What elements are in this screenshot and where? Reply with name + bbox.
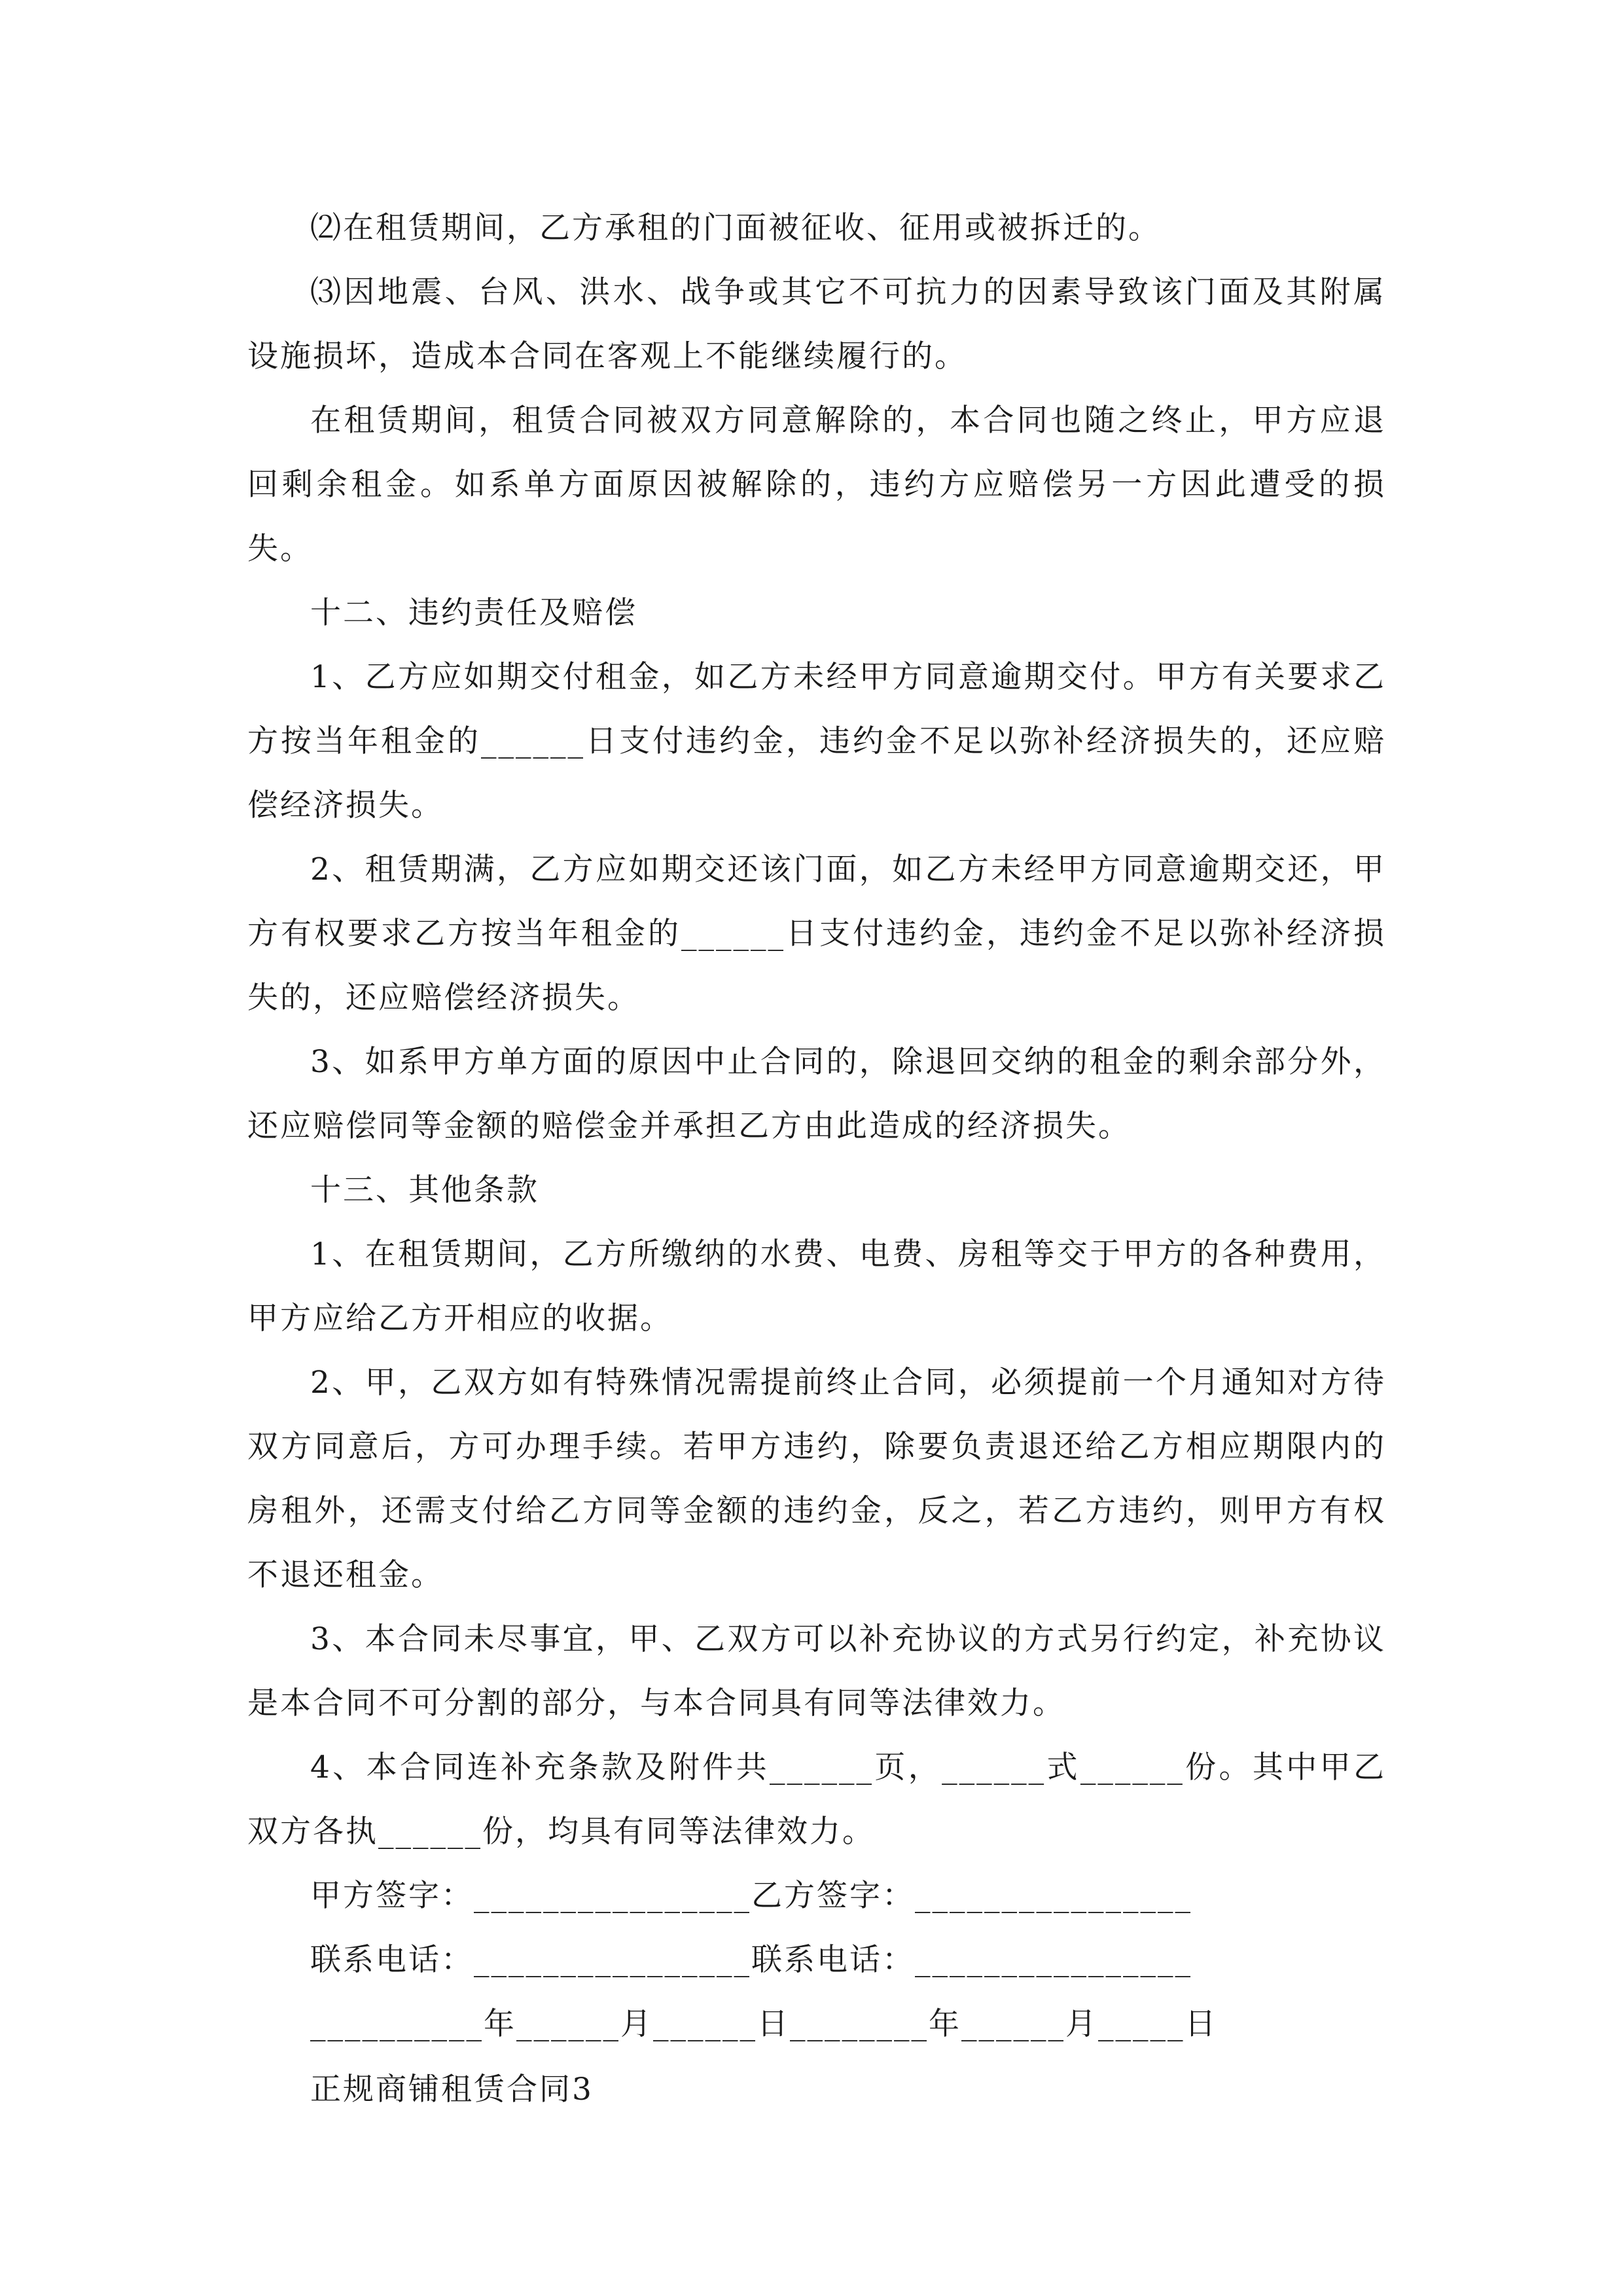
- paragraph-13-2: 2、甲，乙双方如有特殊情况需提前终止合同，必须提前一个月通知对方待双方同意后，方可办理手续。若甲方违约，除要负责退还给乙方相应期限内的房租外，还需支付给乙方同等金额的违约金，反之，若乙方违约，则甲方有权不退还租金。: [247, 1365, 1386, 1593]
- phone-line: 联系电话：________________联系电话：________________: [310, 1942, 1192, 1978]
- signature-line: 甲方签字：________________乙方签字：________________: [310, 1878, 1192, 1914]
- paragraph-13-3: 3、本合同未尽事宜，甲、乙双方可以补充协议的方式另行约定，补充协议是本合同不可分割的部分，与本合同具有同等法律效力。: [247, 1621, 1386, 1721]
- section-heading-13: 十三、其他条款: [310, 1172, 539, 1208]
- paragraph-12-2: 2、租赁期满，乙方应如期交还该门面，如乙方未经甲方同意逾期交还，甲方有权要求乙方按当年租金的______日支付违约金，违约金不足以弥补经济损失的，还应赔偿经济损失。: [247, 852, 1386, 1016]
- document-body: [247, 196, 1386, 2122]
- date-line: __________年______月______日________年______月_____日: [310, 2006, 1218, 2042]
- paragraph-12-3: 3、如系甲方单方面的原因中止合同的，除退回交纳的租金的剩余部分外，还应赔偿同等金额的赔偿金并承担乙方由此造成的经济损失。: [247, 1044, 1386, 1144]
- paragraph-clause-3: ⑶因地震、台风、洪水、战争或其它不可抗力的因素导致该门面及其附属设施损坏，造成本合同在客观上不能继续履行的。: [247, 274, 1386, 374]
- next-contract-title: 正规商铺租赁合同3: [310, 2072, 594, 2108]
- paragraph-12-1: 1、乙方应如期交付租金，如乙方未经甲方同意逾期交付。甲方有关要求乙方按当年租金的______日支付违约金，违约金不足以弥补经济损失的，还应赔偿经济损失。: [247, 659, 1386, 823]
- paragraph-13-4: 4、本合同连补充条款及附件共______页，______式______份。其中甲乙双方各执______份，均具有同等法律效力。: [247, 1749, 1386, 1850]
- section-heading-12: 十二、违约责任及赔偿: [310, 595, 637, 631]
- paragraph-clause-2: ⑵在租赁期间，乙方承租的门面被征收、征用或被拆迁的。: [310, 210, 1161, 246]
- paragraph-termination: 在租赁期间，租赁合同被双方同意解除的，本合同也随之终止，甲方应退回剩余租金。如系单方面原因被解除的，违约方应赔偿另一方因此遭受的损失。: [247, 403, 1386, 567]
- paragraph-13-1: 1、在租赁期间，乙方所缴纳的水费、电费、房租等交于甲方的各种费用，甲方应给乙方开相应的收据。: [247, 1236, 1386, 1336]
